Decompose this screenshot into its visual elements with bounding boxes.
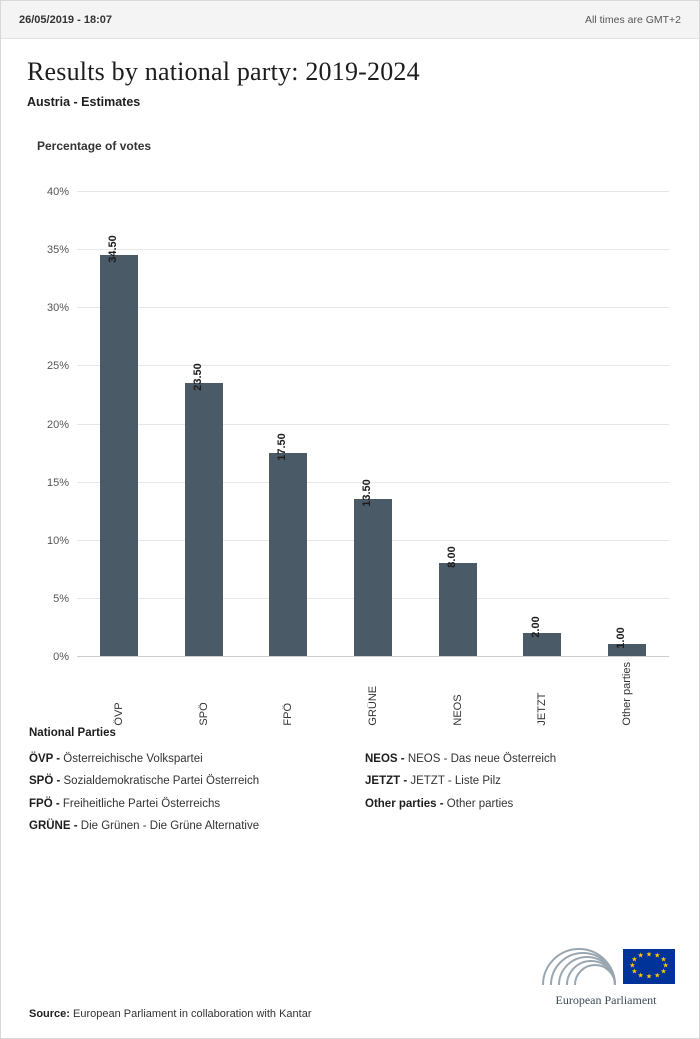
party-abbreviation: JETZT - [365,775,408,788]
x-axis-tick-label: SPÖ [197,702,210,726]
party-legend-item [29,796,335,813]
header-block [1,39,699,109]
x-label-slot [246,662,331,726]
x-label-slot [500,662,585,726]
bar-slot [246,191,331,656]
y-axis-tick-label: 5% [53,592,69,605]
party-legend-heading: National Parties [29,727,116,739]
y-axis-tick-label: 20% [46,418,69,431]
x-label-slot [331,662,416,726]
x-axis-tick-label: Other parties [620,662,633,726]
bar-value-label: 13.50 [361,479,374,507]
party-full-name: NEOS - Das neue Österreich [404,753,557,765]
page-title: Results by national party: 2019-2024 [27,57,420,86]
party-legend-item [29,751,335,768]
bar[interactable] [269,432,307,656]
party-full-name: Österreichische Volkspartei [60,753,203,765]
party-abbreviation: Other parties - [365,797,444,810]
bar-slot [415,191,500,656]
bar-slot [77,191,162,656]
x-label-slot [162,662,247,726]
x-axis-tick-label: GRÜNE [367,685,380,726]
bar[interactable] [439,546,477,656]
bar-value-label: 8.00 [445,546,458,568]
party-full-name: Die Grünen - Die Grüne Alternative [77,819,260,832]
bar[interactable] [608,627,646,656]
bar-slot [162,191,247,656]
x-label-slot [415,662,500,726]
party-legend-item [365,751,671,768]
bar[interactable] [354,479,392,656]
source-label: Source: [29,1008,70,1020]
y-axis-tick-label: 10% [46,534,69,547]
footer [1,918,699,1038]
bar-slot [331,191,416,656]
party-abbreviation: FPÖ - [29,797,60,810]
timestamp: 26/05/2019 - 18:07 [19,13,112,26]
top-status-bar [1,1,699,39]
x-label-slot [77,662,162,726]
party-legend-item [29,818,335,835]
party-legend-item [365,773,671,790]
x-axis-tick-label: JETZT [536,692,549,726]
bar-group [77,191,669,656]
x-axis-tick-label: FPÖ [282,702,295,726]
y-axis-tick-label: 40% [46,186,69,198]
bar-value-label: 2.00 [530,616,543,638]
party-full-name: JETZT - Liste Pilz [407,775,501,788]
chart-x-axis-labels [77,662,669,726]
bar-slot [500,191,585,656]
party-abbreviation: GRÜNE - [29,819,78,832]
party-abbreviation: SPÖ - [29,775,61,788]
bar-slot [584,191,669,656]
party-full-name: Sozialdemokratische Partei Österreich [60,775,260,788]
european-parliament-logo [531,945,681,1008]
bar-value-label: 17.50 [276,432,289,461]
party-legend-column [29,751,335,840]
party-legend-columns [29,751,671,840]
logo-label: European Parliament [555,993,657,1007]
page-subtitle: Austria - Estimates [27,95,141,109]
logo-marks [537,945,675,987]
eu-flag-icon: ★ ★ ★ ★ ★ ★ ★ ★ ★ ★ ★ ★ [623,949,675,984]
party-legend-item [365,796,671,813]
y-axis-tick-label: 15% [46,476,69,489]
y-axis-tick-label: 25% [46,360,69,373]
chart-axis-title: Percentage of votes [37,139,152,153]
party-legend [29,727,671,840]
party-legend-item [29,773,335,790]
y-axis-tick-label: 0% [53,651,69,663]
bar-value-label: 1.00 [614,627,627,650]
party-full-name: Other parties [443,797,514,810]
party-abbreviation: NEOS - [365,753,405,765]
chart-plot-area [46,186,669,663]
party-abbreviation: ÖVP - [29,753,61,765]
hemicycle-icon [537,945,617,987]
x-label-slot [584,662,669,726]
bar-chart [21,169,679,726]
x-axis-tick-label: NEOS [451,694,464,726]
party-legend-column [365,751,671,840]
bar-value-label: 23.50 [191,363,204,391]
timezone-note: All times are GMT+2 [585,13,681,26]
grid-line [53,651,669,663]
y-axis-tick-label: 30% [46,302,69,315]
source-note [29,1008,312,1020]
source-text: European Parliament in collaboration with Kantar [73,1008,312,1020]
bar-value-label: 34.50 [107,235,120,263]
bar[interactable] [100,235,138,656]
y-axis-tick-label: 35% [46,244,69,257]
x-axis-tick-label: ÖVP [113,702,126,726]
party-full-name: Freiheitliche Partei Österreichs [59,797,221,810]
bar[interactable] [185,363,223,656]
bar[interactable] [523,616,561,656]
